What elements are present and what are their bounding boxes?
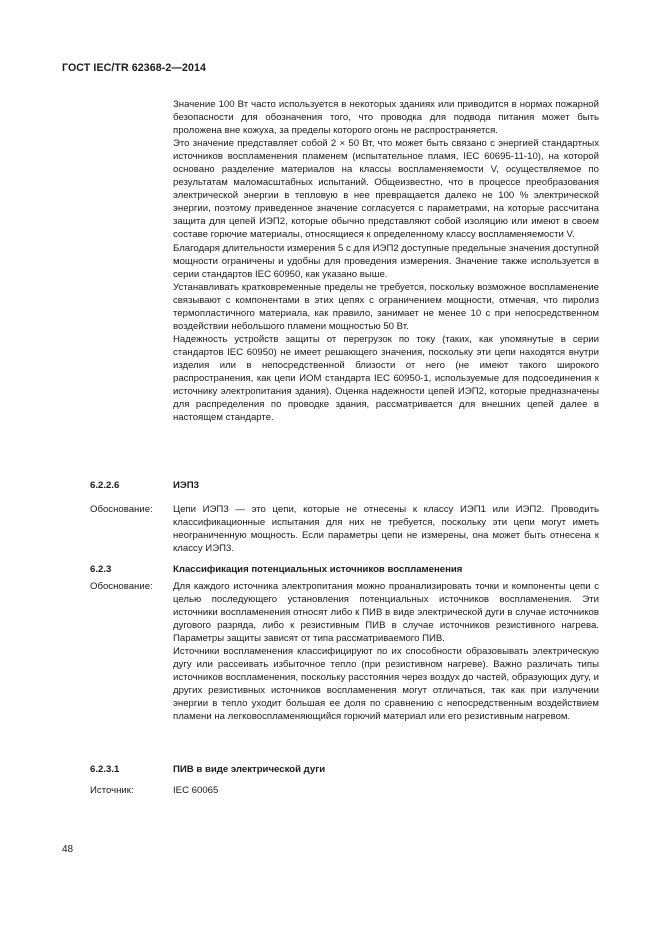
paragraph: Надежность устройств защиты от перегрузок по току (таких, как упомянутые в серии стандартов IEC 60950) не имеет решающего значения, поскольку эти цепи находятся внутри изделия или в непосредственной близости от него (не имеют такого широкого распространения, как цепи ИОМ стандарта IEC 60950-1, используемые для подсоединения к источнику электропитания здания). Оценка надежности цепей ИЭП2, которые предназначены для распределения по проводке здания, рассматривается для внешних цепей далее в настоящем стандарте.	[173, 333, 599, 424]
source-label: Источник:	[90, 785, 134, 796]
section-title: Классификация потенциальных источников воспламенения	[173, 564, 463, 575]
section-text: IEC 60065	[173, 785, 219, 796]
section-number: 6.2.3.1	[90, 764, 120, 775]
section-text	[173, 580, 599, 724]
paragraph: Для каждого источника электропитания можно проанализировать точки и компоненты цепи с целью последующего установления потенциальных источников воспламенения. Эти источники воспламенения относят либо к ПИВ в виде электрической дуги в случае источников дугового разряда, либо к резистивным ПИВ в случае источников резистивного нагрева. Параметры защиты зависят от типа рассматриваемого ПИВ.	[173, 581, 599, 645]
document-header: ГОСТ IEC/TR 62368-2—2014	[62, 62, 207, 74]
section-number: 6.2.2.6	[90, 480, 120, 491]
rationale-label: Обоснование:	[90, 504, 153, 515]
paragraph: Это значение представляет собой 2 × 50 Вт, что может быть связано с энергией стандартных источников воспламенения пламенем (испытательное пламя, IEC 60695-11-10), на которой основано разделение материалов на классы воспламеняемости V, осуществляемое по результатам маломасштабных испытаний. Общеизвестно, что в процессе преобразования электрической энергии в тепловую в нее превращается далеко не 100 % электрической энергии, поэтому приведенное значение согласуется с параметрами, на которые рассчитана защита для цепей ИЭП2, которые обычно представляют собой изоляцию или имеют в своем составе горючие материалы, относящиеся к определенному классу воспламеняемости V.	[173, 138, 599, 241]
section-text	[173, 503, 599, 555]
rationale-label: Обоснование:	[90, 581, 153, 592]
paragraph: Устанавливать кратковременные пределы не требуется, поскольку возможное воспламенение связывают с компонентами в этих цепях с ограничением мощности, отмечая, что пиролиз термопластичного материала, как правило, занимает не менее 10 с при непосредственном воздействии небольшого пламени мощностью 50 Вт.	[173, 281, 599, 332]
paragraph: Источники воспламенения классифицируют по их способности образовывать электрическую дугу или рассеивать избыточное тепло (при резистивном нагреве). Важно различать типы источников воспламенения, поскольку расстояния через воздух до частей, образующих дугу, и других резистивных источников воспламенения могут отличаться, так как при излучении энергии в тепло уходит большая ее доля по сравнению с непосредственным воздействием пламени на легковоспламеняющийся горючий материал или его резистивным нагревом.	[173, 646, 599, 723]
paragraph: Значение 100 Вт часто используется в некоторых зданиях или приводится в нормах пожарной безопасности для обозначения того, что проводка для подвода питания может быть проложена вне кожуха, за пределы которого огонь не распространяется.	[173, 99, 599, 137]
section-number: 6.2.3	[90, 564, 112, 575]
page-number: 48	[62, 844, 74, 855]
section-title: ПИВ в виде электрической дуги	[173, 764, 326, 775]
paragraph: Цепи ИЭП3 — это цепи, которые не отнесены к классу ИЭП1 или ИЭП2. Проводить классификационные испытания для них не требуется, поскольку эти цепи могут иметь неограниченную мощность. Если параметры цепи не измерены, она может быть отнесена к классу ИЭП3.	[173, 504, 599, 555]
intro-text	[173, 98, 599, 424]
section-title: ИЭП3	[173, 480, 199, 491]
paragraph: Благодаря длительности измерения 5 с для ИЭП2 доступные предельные значения доступной мощности ограничены и удобны для проведения измерения. Значение также используется в серии стандартов IEC 60950, как указано выше.	[173, 242, 599, 280]
